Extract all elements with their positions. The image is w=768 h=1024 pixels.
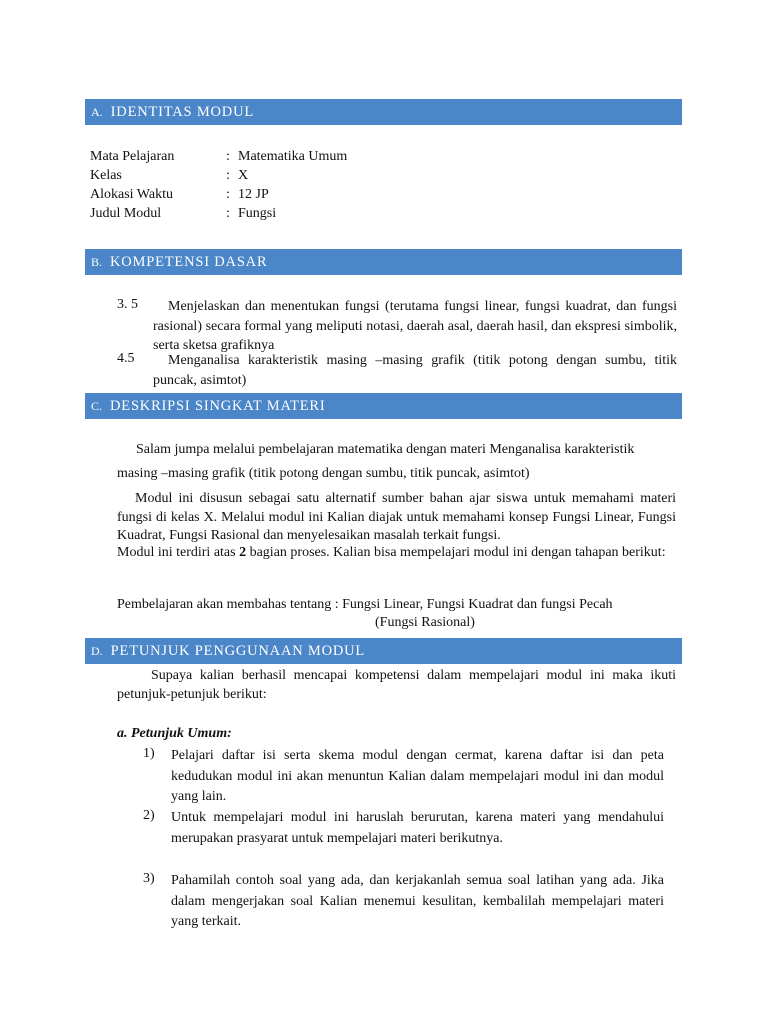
section-d-title: PETUNJUK PENGGUNAAN MODUL	[110, 643, 366, 659]
identitas-value: X	[238, 168, 249, 183]
identitas-label: Mata Pelajaran	[90, 149, 175, 164]
section-c-header	[85, 393, 682, 419]
kompetensi-text-3-5	[117, 297, 677, 356]
identitas-colon: :	[226, 168, 230, 183]
petunjuk-item-number: 2)	[143, 808, 155, 823]
petunjuk-item-text: Pahamilah contoh soal yang ada, dan kerjakanlah semua soal latihan yang ada. Jika dalam mengerjakan soal Kalian menemui kesulitan, kembalilah mempelajari materi yang terkait.	[171, 873, 664, 929]
section-b-letter: B.	[91, 255, 103, 269]
kompetensi-text: Menjelaskan dan menentukan fungsi (terutama fungsi linear, fungsi kuadrat, dan fungsi rasional) secara formal yang meliputi notasi, daerah asal, daerah hasil, dan ekspresi simbolik, serta sketsa grafiknya	[153, 299, 677, 353]
section-c-title: DESKRIPSI SINGKAT MATERI	[110, 398, 326, 414]
deskripsi-paragraph-2: Modul ini disusun sebagai satu alternatif sumber bahan ajar siswa untuk memahami materi fungsi di kelas X. Melalui modul ini Kalian diajak untuk memahami konsep Fungsi Linear, Fungsi Kuadrat, Fungsi Rasional dan menyelesaikan masalah terkait fungsi.	[117, 491, 676, 543]
identitas-value: 12 JP	[238, 187, 269, 202]
identitas-colon: :	[226, 187, 230, 202]
section-a-title: IDENTITAS MODUL	[110, 104, 255, 120]
petunjuk-item-number: 1)	[143, 746, 155, 761]
deskripsi-paragraph-1-line-2: masing –masing grafik (titik potong dengan sumbu, titik puncak, asimtot)	[117, 466, 530, 481]
kompetensi-number: 3. 5	[117, 297, 138, 312]
kompetensi-number: 4.5	[117, 351, 135, 366]
section-b-header	[85, 249, 682, 275]
identitas-value: Fungsi	[238, 206, 277, 221]
petunjuk-item-text: Untuk mempelajari modul ini haruslah berurutan, karena materi yang mendahului merupakan prasyarat untuk mempelajari materi berikutnya.	[171, 810, 664, 846]
petunjuk-item-text: Pelajari daftar isi serta skema modul dengan cermat, karena daftar isi dan peta kedudukan modul ini akan menuntun Kalian dalam mempelajari modul ini dan modul yang lain.	[171, 748, 664, 804]
deskripsi-p3-after: bagian proses. Kalian bisa mempelajari modul ini dengan tahapan berikut:	[246, 545, 666, 560]
deskripsi-p3-before: Modul ini terdiri atas	[117, 545, 240, 560]
deskripsi-paragraph-4-line-1: Pembelajaran akan membahas tentang : Fungsi Linear, Fungsi Kuadrat dan fungsi Pecah	[117, 597, 613, 612]
section-b-title: KOMPETENSI DASAR	[110, 254, 268, 270]
identitas-label: Alokasi Waktu	[90, 187, 173, 202]
petunjuk-umum-heading: a. Petunjuk Umum:	[117, 726, 232, 741]
section-c-letter: C.	[91, 399, 103, 413]
identitas-value: Matematika Umum	[238, 149, 348, 164]
deskripsi-paragraph-1-line-1: Salam jumpa melalui pembelajaran matematika dengan materi Menganalisa karakteristik	[136, 442, 635, 457]
section-a-header	[85, 99, 682, 125]
section-d-letter: D.	[91, 644, 103, 658]
petunjuk-intro: Supaya kalian berhasil mencapai kompetensi dalam mempelajari modul ini maka ikuti petunjuk-petunjuk berikut:	[117, 668, 676, 702]
deskripsi-p3-bold: 2	[239, 545, 247, 560]
kompetensi-text-4-5	[117, 351, 677, 390]
identitas-label: Judul Modul	[90, 206, 162, 221]
deskripsi-paragraph-3	[117, 544, 676, 563]
kompetensi-text: Menganalisa karakteristik masing –masing grafik (titik potong dengan sumbu, titik puncak, asimtot)	[153, 353, 677, 388]
petunjuk-item-number: 3)	[143, 871, 155, 886]
deskripsi-paragraph-4-line-2: (Fungsi Rasional)	[375, 615, 475, 630]
section-d-header	[85, 638, 682, 664]
identitas-label: Kelas	[90, 168, 122, 183]
identitas-colon: :	[226, 206, 230, 221]
identitas-colon: :	[226, 149, 230, 164]
section-a-letter: A.	[91, 105, 103, 119]
